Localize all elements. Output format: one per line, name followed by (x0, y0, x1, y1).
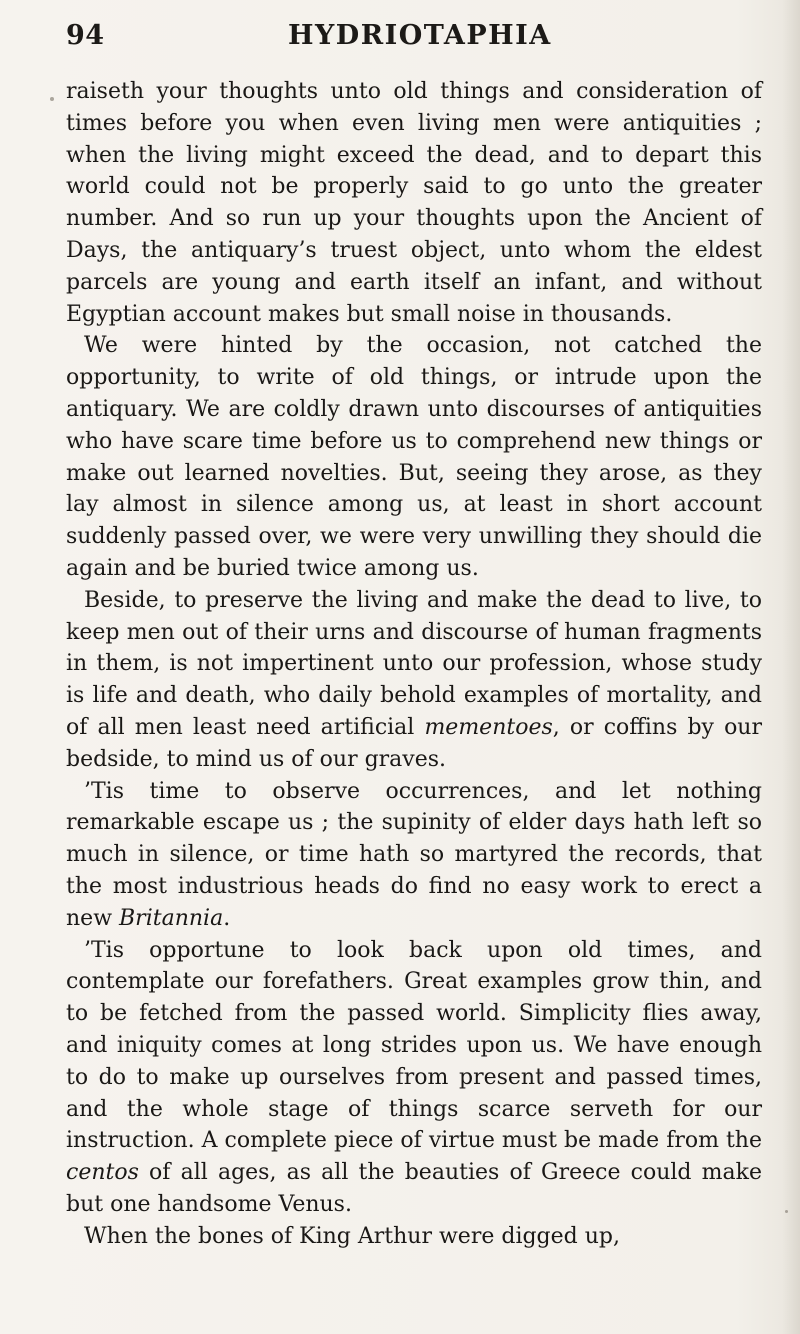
page-header (66, 20, 762, 60)
paper-speck (785, 1210, 788, 1213)
paragraph-5 (66, 935, 762, 1221)
italic-term-centos: centos (66, 1160, 139, 1186)
paragraph-4-text-a: ’Tis time to observe occurrences, and let nothing remarkable escape us ; the supinity of elder days hath left so much in silence, or time hath so martyred the records, that the most industrious heads do find no easy work to erect a new (66, 778, 762, 931)
paragraph-4-text-b: . (223, 905, 231, 931)
paragraph-5-text-b: of all ages, as all the beauties of Greece could make but one handsome Venus. (66, 1160, 762, 1217)
paragraph-3 (66, 585, 762, 776)
paragraph-3-text-a: Beside, to preserve the living and make the dead to live, to keep men out of their urns and discourse of human fragments in them, is not impertinent unto our profession, whose study is life and death, who daily behold examples of mortality, and of all men least need artificial (66, 587, 762, 740)
paragraph-1: raiseth your thoughts unto old things and consideration of times before you when even living men were antiquities ; when the living might exceed the dead, and to depart this world could not be properly said to go unto the greater number. And so run up your thoughts upon the Ancient of Days, the antiquary’s truest object, unto whom the eldest parcels are young and earth itself an infant, and without Egyptian account makes but small noise in thousands. (66, 79, 762, 327)
body-text (66, 76, 762, 1252)
running-title: HYDRIOTAPHIA (288, 20, 552, 51)
paragraph-5-text-a: ’Tis opportune to look back upon old times, and contemplate our forefathers. Great examples grow thin, and to be fetched from the passed world. Simplicity flies away, and iniquity comes at long strides upon us. We have enough to do to make up ourselves from present and passed times, and the whole stage of things scarce serveth for our instruction. A complete piece of virtue must be made from the (66, 937, 762, 1154)
italic-term-mementoes: mementoes (424, 714, 553, 740)
page-number: 94 (66, 20, 105, 51)
paragraph-3-text-b: , or coffins by our bedside, to mind us of our graves. (66, 714, 762, 772)
paragraph-2: We were hinted by the occasion, not catched the opportunity, to write of old things, or intrude upon the antiquary. We are coldly drawn unto discourses of antiquities who have scare time before us to comprehend new things or make out learned novelties. But, seeing they arose, as they lay almost in silence among us, at least in short account suddenly passed over, we were very unwilling they should die again and be buried twice among us. (66, 333, 762, 581)
paragraph-4 (66, 776, 762, 935)
paragraph-6: When the bones of King Arthur were digged up, (84, 1223, 620, 1249)
page-edge-shadow (782, 0, 800, 1334)
italic-term-britannia: Britannia (119, 905, 224, 931)
paper-speck (50, 97, 54, 101)
